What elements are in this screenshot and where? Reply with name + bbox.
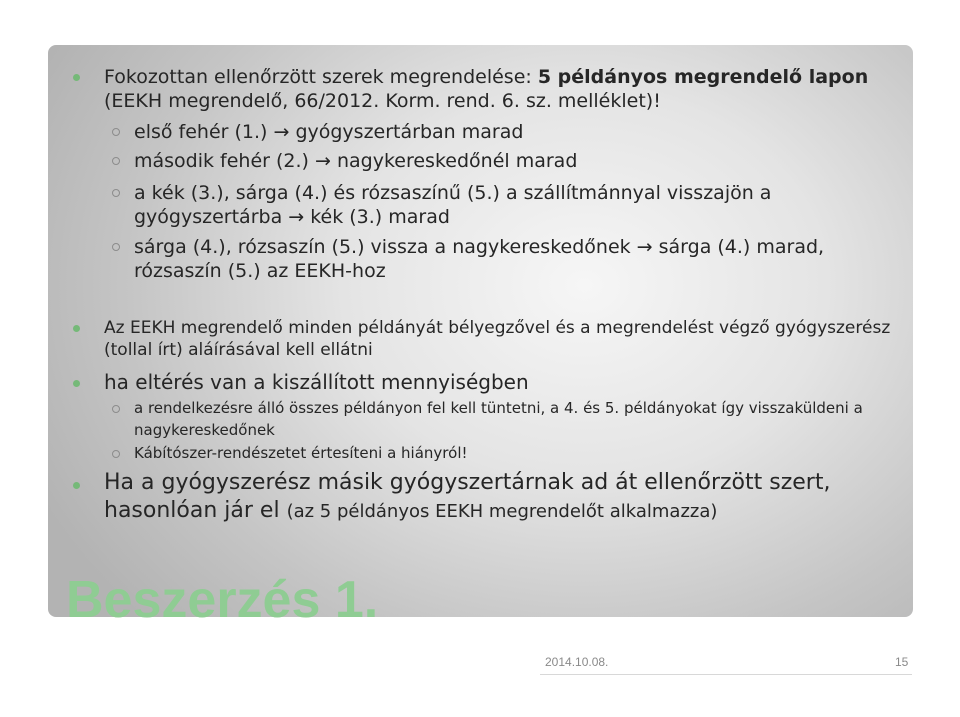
bullet-bold-text: 5 példányos megrendelő lapon bbox=[537, 66, 869, 88]
bullet-text: (EEKH megrendelő, 66/2012. Korm. rend. 6. sz. melléklet)! bbox=[104, 90, 661, 112]
bullet-text: Fokozottan ellenőrzött szerek megrendelése: bbox=[104, 66, 538, 88]
sub-bullet-ring bbox=[112, 243, 120, 251]
bullet-transfer bbox=[104, 469, 904, 526]
sub-bullet-ring bbox=[112, 405, 120, 413]
sub-bullet-ring bbox=[112, 157, 120, 165]
bullet-dot bbox=[73, 325, 80, 332]
slide-panel bbox=[48, 45, 913, 617]
bullet-text: Ha a gyógyszerész másik gyógyszertárnak ad át ellenőrzött szert, hasonlóan jár el bbox=[104, 470, 831, 523]
sub-bullet-second-white: második fehér (2.) → nagykereskedőnél marad bbox=[134, 150, 578, 172]
bullet-dot bbox=[73, 380, 80, 387]
slide-date: 2014.10.08. bbox=[545, 655, 609, 669]
sub-bullet-ring bbox=[112, 189, 120, 197]
bullet-note: (az 5 példányos EEKH megrendelőt alkalmazza) bbox=[286, 501, 718, 522]
slide-number: 15 bbox=[895, 655, 909, 669]
sub-bullet-first-white: első fehér (1.) → gyógyszertárban marad bbox=[134, 121, 524, 143]
bullet-dot bbox=[73, 74, 80, 81]
bullet-quantity-deviation: ha eltérés van a kiszállított mennyiségben bbox=[104, 370, 529, 394]
footer-divider bbox=[540, 674, 912, 675]
slide-title: Beszerzés 1. bbox=[66, 571, 379, 629]
sub-bullet-notify-police: Kábítószer-rendészetet értesíteni a hiányról! bbox=[134, 444, 468, 462]
sub-bullet-mark-copies: a rendelkezésre álló összes példányon fel kell tüntetni, a 4. és 5. példányokat így visszaküldeni a nagykereskedőnek bbox=[134, 399, 863, 439]
sub-bullet-ring bbox=[112, 450, 120, 458]
bullet-dot bbox=[73, 482, 80, 489]
sub-bullet-ring bbox=[112, 128, 120, 136]
bullet-stamp-signature: Az EEKH megrendelő minden példányát bélyegzővel és a megrendelést végző gyógyszerész (tollal írt) aláírásával kell ellátni bbox=[104, 318, 891, 360]
sub-bullet-blue-yellow-pink: a kék (3.), sárga (4.) és rózsaszínű (5.) a szállítmánnyal visszajön a gyógyszertárba → kék (3.) marad bbox=[134, 182, 772, 228]
sub-bullet-yellow-pink: sárga (4.), rózsaszín (5.) vissza a nagykereskedőnek → sárga (4.) marad, rózsaszín (5.) az EEKH-hoz bbox=[134, 236, 825, 282]
bullet-order-form bbox=[104, 65, 894, 113]
